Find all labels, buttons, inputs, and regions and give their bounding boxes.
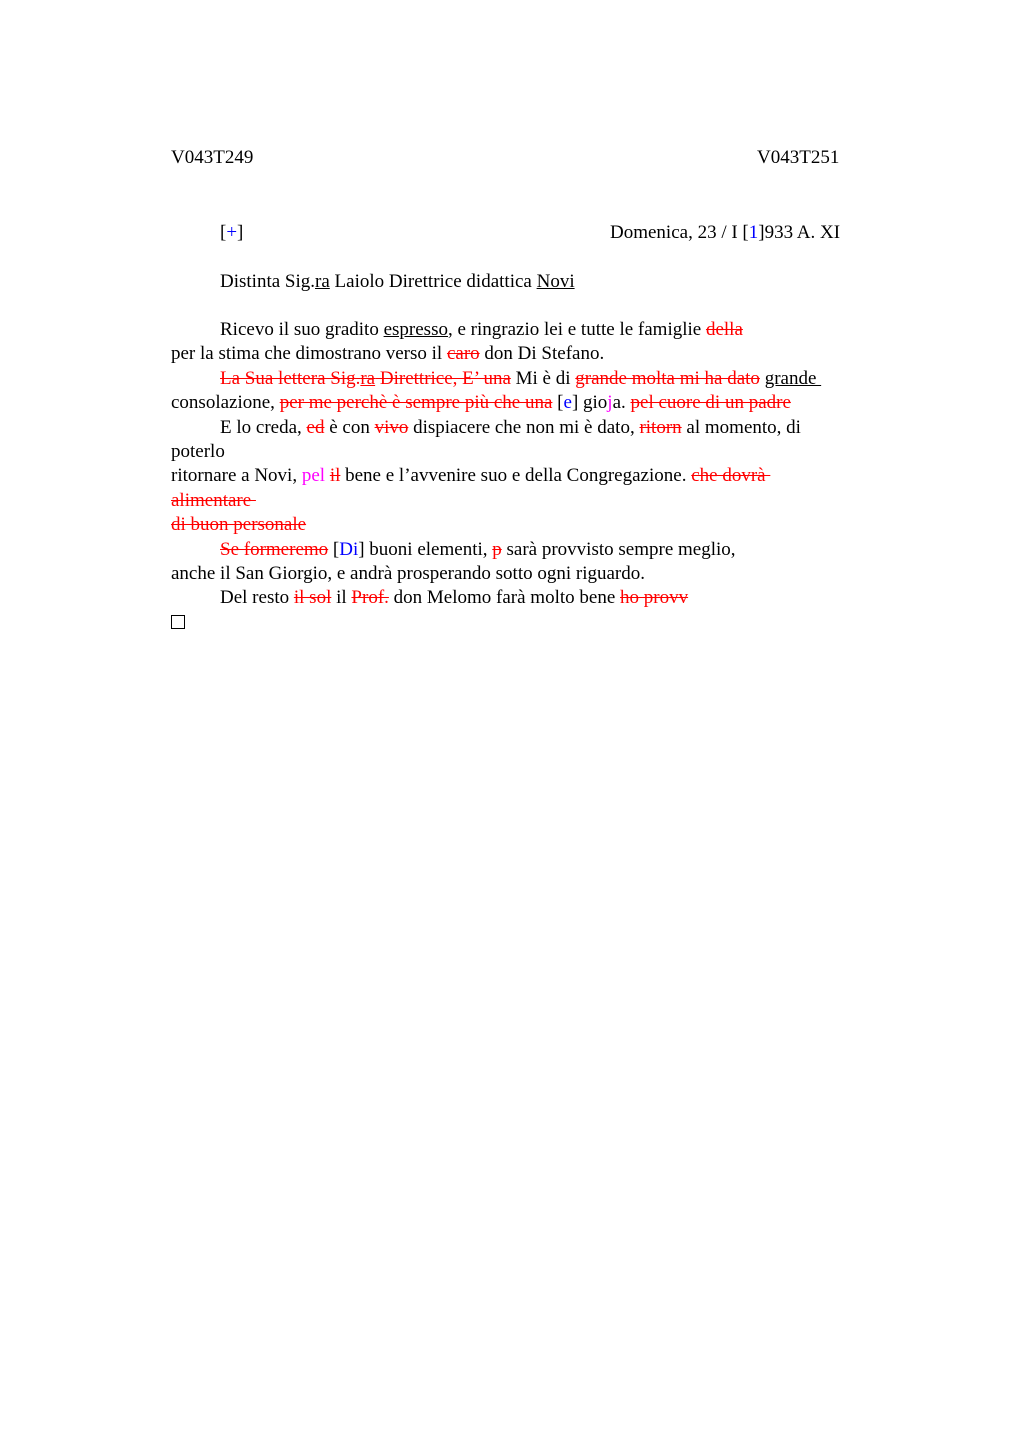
underlined-text: grande [764, 367, 822, 389]
text: poterlo [171, 440, 225, 462]
deleted-text: il [329, 465, 341, 487]
corrected-text: pel [301, 465, 326, 487]
inserted-text: Di [339, 538, 359, 560]
salutation-part-b: Laiolo Direttrice didattica [329, 271, 537, 292]
deleted-text: ed [306, 416, 325, 438]
text: Del resto [220, 587, 294, 609]
letter-salutation [220, 270, 575, 294]
deleted-text: Prof. [351, 587, 389, 609]
text: ] gio [571, 392, 608, 414]
deleted-text: pel cuore di un padre [630, 392, 791, 414]
text: , e ringrazio lei e tutte le famiglie [447, 319, 706, 340]
text: a. [612, 392, 631, 414]
deleted-text: per me perchè è sempre più che una [279, 392, 553, 414]
bracket-open: [ [220, 222, 227, 243]
deleted-text: alimentare [171, 489, 256, 511]
deleted-text: Se formeremo [220, 538, 329, 560]
deleted-text: Direttrice, E’ una [375, 367, 511, 389]
text: per la stima che dimostrano verso il [171, 343, 447, 365]
text: don Melomo farà molto bene [388, 587, 621, 609]
salutation-novi-underlined: Novi [536, 271, 575, 292]
text: è con [324, 416, 375, 438]
text: [ [328, 538, 340, 560]
date-part-a: Domenica, 23 / I [ [610, 222, 749, 243]
text: consolazione, [171, 392, 280, 414]
body-line-2 [171, 342, 871, 366]
body-line-9 [171, 513, 871, 537]
text: Ricevo il suo gradito [220, 319, 384, 340]
left-document-code: V043T249 [171, 147, 254, 168]
deleted-text: caro [446, 343, 480, 365]
body-line-10 [171, 538, 871, 562]
inserted-text: e [563, 392, 572, 414]
text: anche il San Giorgio, e andrà prosperando sotto ogni riguardo. [171, 562, 646, 584]
letter-body [171, 318, 871, 635]
deleted-underlined-text: ra [360, 367, 376, 389]
deleted-text: ritorn [639, 416, 682, 438]
salutation-ra-underlined: ra [315, 271, 330, 292]
body-line-11 [171, 562, 871, 586]
text: bene e l’avvenire suo e della Congregazione. [340, 465, 692, 487]
body-line-7 [171, 464, 871, 488]
deleted-text: il sol [293, 587, 332, 609]
text: ritornare a Novi, [171, 465, 302, 487]
deleted-text: vivo [374, 416, 409, 438]
right-document-code: V043T251 [757, 147, 840, 168]
deleted-text: ho provv [620, 587, 689, 609]
text: dispiacere che non mi è dato, [408, 416, 640, 438]
body-line-4 [171, 391, 871, 415]
date-inserted-digit: 1 [748, 222, 759, 243]
text: il [331, 587, 352, 609]
body-line-5 [171, 416, 871, 440]
deleted-text: grande molta mi ha dato [575, 367, 760, 389]
text: Mi è di [510, 367, 576, 389]
deleted-text: che dovrà [691, 465, 771, 487]
text: don Di Stefano. [479, 343, 605, 365]
text: [ [552, 392, 564, 414]
body-line-3 [171, 367, 871, 391]
deleted-text: di buon personale [171, 514, 307, 536]
deleted-text: La Sua lettera Sig. [220, 367, 361, 389]
bracket-close: ] [237, 222, 244, 243]
end-square-icon [171, 615, 185, 629]
letter-date [610, 221, 840, 245]
date-part-b: ]933 A. XI [758, 222, 841, 243]
corrected-letter: j [607, 392, 613, 414]
underlined-text: espresso [383, 319, 448, 340]
text: sarà provvisto sempre meglio, [501, 538, 736, 560]
text: ] buoni elementi, [358, 538, 493, 560]
deleted-text: p [492, 538, 502, 560]
text: E lo creda, [220, 416, 307, 438]
body-line-13 [171, 611, 871, 635]
body-line-8 [171, 489, 871, 513]
body-line-1 [171, 318, 871, 342]
body-line-12 [171, 586, 871, 610]
cross-mark-line [220, 221, 243, 245]
salutation-part-a: Distinta Sig. [220, 271, 316, 292]
deleted-text: della [705, 319, 743, 340]
body-line-6 [171, 440, 871, 464]
cross-mark: + [226, 222, 238, 243]
text: al momento, di [681, 416, 801, 438]
